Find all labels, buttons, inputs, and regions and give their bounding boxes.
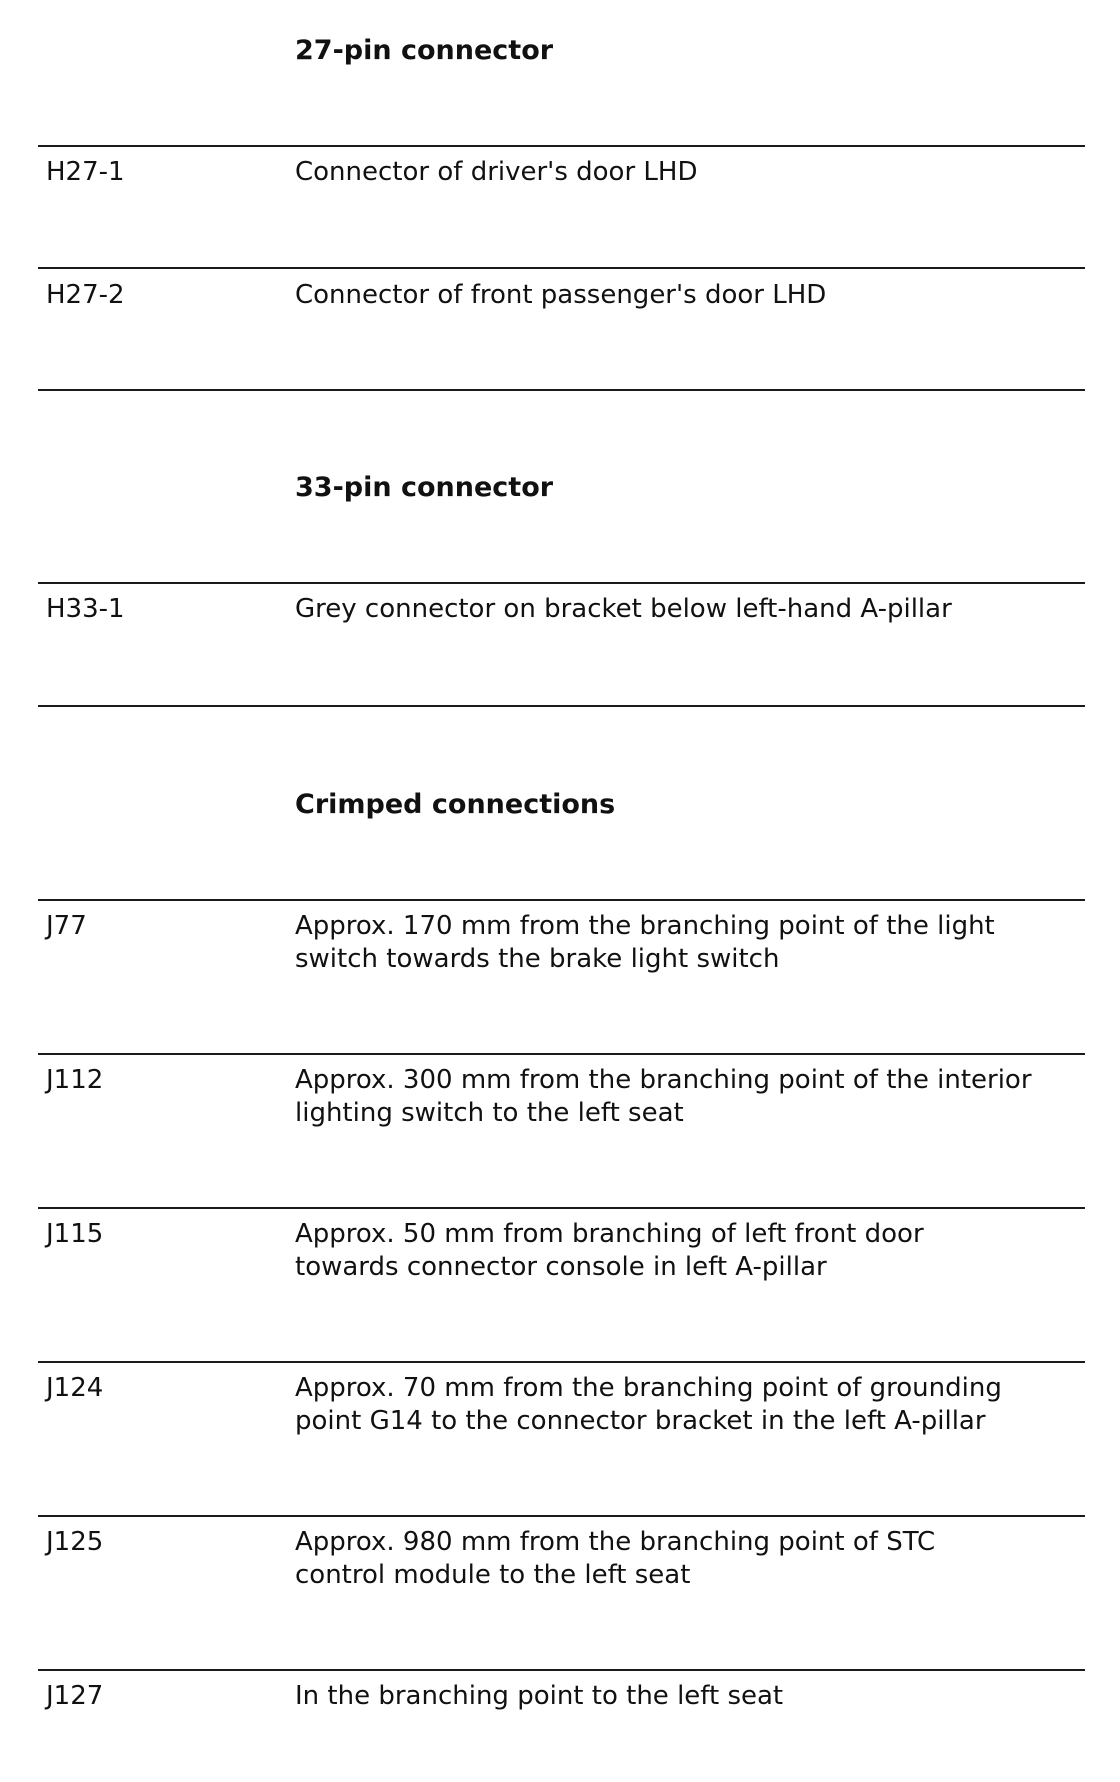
section-heading-crimped-connections: Crimped connections [295,789,616,820]
table-rule [38,1669,1085,1671]
description-line: switch towards the brake light switch [295,944,780,974]
table-rule [38,1053,1085,1055]
row-description-j112 [295,1064,1095,1130]
row-description-h27-1 [295,156,1095,189]
description-line: Grey connector on bracket below left-hand A-pillar [295,594,952,624]
row-code-j77: J77 [46,911,87,941]
table-rule [38,899,1085,901]
row-description-j115 [295,1218,1095,1284]
table-rule [38,1207,1085,1209]
description-line: point G14 to the connector bracket in the left A-pillar [295,1406,986,1436]
table-rule [38,389,1085,391]
description-line: lighting switch to the left seat [295,1098,684,1128]
row-description-j124 [295,1372,1095,1438]
table-rule [38,267,1085,269]
row-code-j124: J124 [46,1373,104,1403]
row-description-h27-2 [295,279,1095,312]
section-heading-27-pin: 27-pin connector [295,35,554,66]
row-code-j125: J125 [46,1527,104,1557]
table-rule [38,1515,1085,1517]
description-line: Approx. 70 mm from the branching point of grounding [295,1373,1002,1403]
table-rule [38,145,1085,147]
row-code-j115: J115 [46,1219,104,1249]
row-description-h33-1 [295,593,1095,626]
description-line: Approx. 980 mm from the branching point of STC [295,1527,936,1557]
row-code-j127: J127 [46,1681,104,1711]
description-line: Connector of driver's door LHD [295,157,698,187]
description-line: Approx. 50 mm from branching of left front door [295,1219,924,1249]
row-code-h27-2: H27-2 [46,280,125,310]
description-line: towards connector console in left A-pillar [295,1252,827,1282]
table-rule [38,705,1085,707]
row-code-h33-1: H33-1 [46,594,125,624]
description-line: Approx. 170 mm from the branching point of the light [295,911,995,941]
row-code-h27-1: H27-1 [46,157,125,187]
description-line: Connector of front passenger's door LHD [295,280,827,310]
description-line: In the branching point to the left seat [295,1681,784,1711]
description-line: Approx. 300 mm from the branching point of the interior [295,1065,1032,1095]
table-rule [38,1361,1085,1363]
section-heading-33-pin: 33-pin connector [295,472,554,503]
row-description-j127 [295,1680,1095,1713]
table-rule [38,582,1085,584]
row-code-j112: J112 [46,1065,104,1095]
row-description-j77 [295,910,1095,976]
description-line: control module to the left seat [295,1560,691,1590]
row-description-j125 [295,1526,1095,1592]
